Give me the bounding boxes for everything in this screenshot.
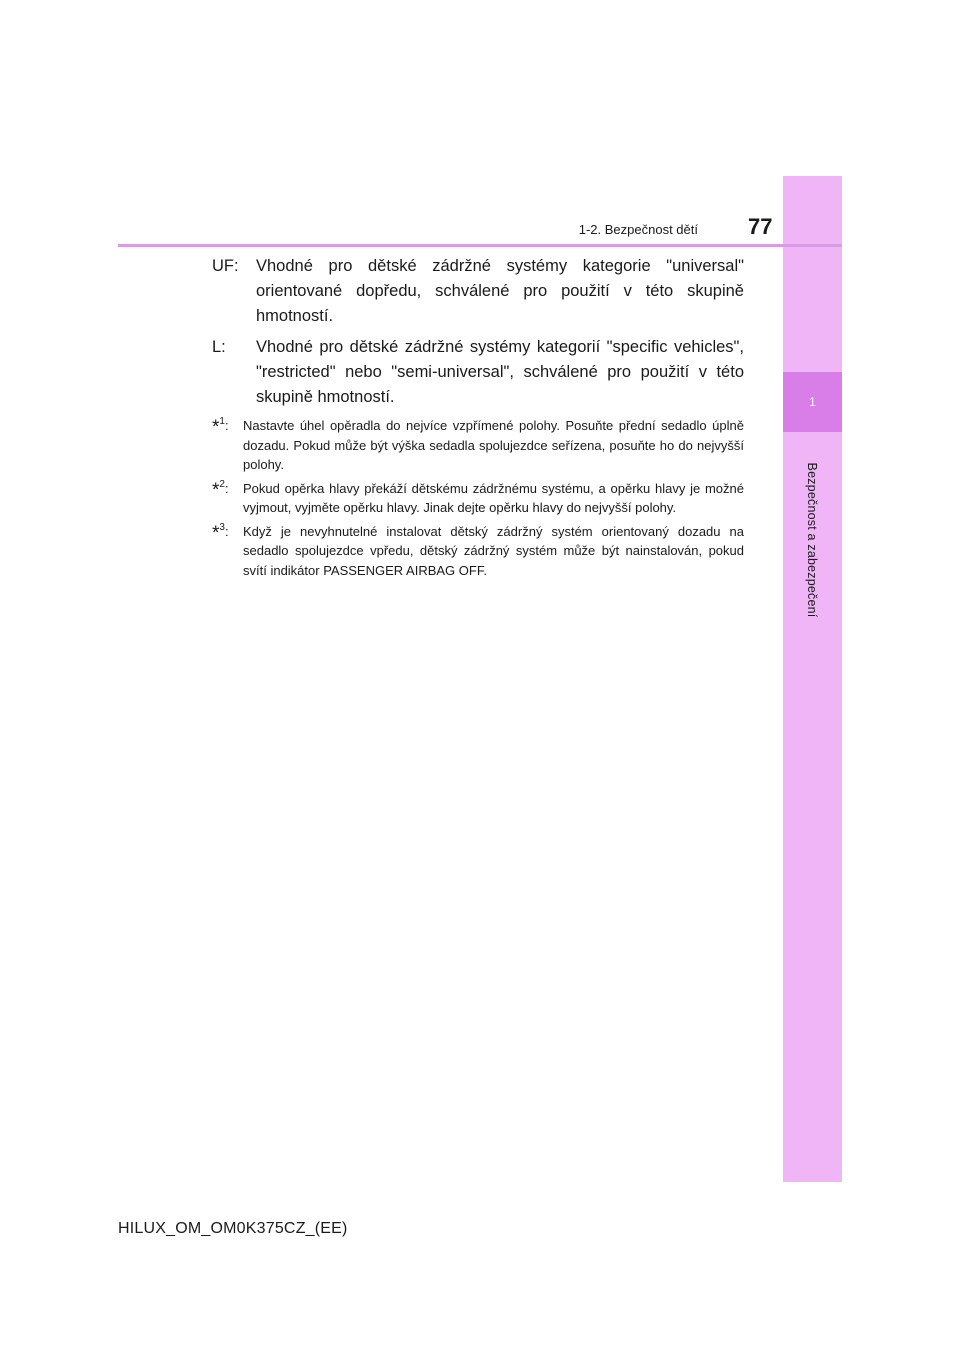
- footnote-1: [212, 416, 744, 475]
- footnote-text: Nastavte úhel opěradla do nejvíce vzpřímené polohy. Posuňte přední sedadlo úplně dozadu. Pokud může být výška sedadla spolujezdce seřízena, posuňte ho do nejvyšší polohy.: [243, 418, 744, 472]
- footnote-2: [212, 479, 744, 518]
- section-title: 1-2. Bezpečnost dětí: [578, 222, 698, 237]
- footnote-3: [212, 522, 744, 581]
- header-rule: [118, 244, 842, 247]
- chapter-title: Bezpečnost a zabezpečení: [805, 462, 819, 618]
- definition-uf: [212, 254, 744, 329]
- document-code: HILUX_OM_OM0K375CZ_(EE): [118, 1220, 348, 1237]
- footnote-marker: *$^1$:: [212, 416, 229, 438]
- footnote-marker: *$^3$:: [212, 521, 229, 544]
- chapter-number: 1: [783, 372, 842, 432]
- definition-key: L:: [212, 338, 226, 356]
- definition-l: [212, 335, 744, 410]
- chapter-side-tab: [783, 176, 842, 1182]
- footnote-text: Pokud opěrka hlavy překáží dětskému zádržnému systému, a opěrku hlavy je možné vyjmout, vyjměte opěrku hlavy. Jinak dejte opěrku hlavy do nejvyšší polohy.: [243, 480, 744, 515]
- page-number: 77: [748, 214, 773, 239]
- definition-text: Vhodné pro dětské zádržné systémy kategorií "specific vehicles", "restricted" nebo "semi-universal", schválené pro použití v této skupině hmotností.: [256, 338, 744, 406]
- definition-key: UF:: [212, 257, 239, 275]
- definition-text: Vhodné pro dětské zádržné systémy kategorie "universal" orientované dopředu, schválené pro použití v této skupině hmotností.: [256, 257, 744, 325]
- footnote-marker: *$^2$:: [212, 478, 229, 501]
- page-content: [212, 254, 744, 584]
- footnote-text: Když je nevyhnutelné instalovat dětský zádržný systém orientovaný dozadu na sedadlo spolujezdce vpředu, dětský zádržný systém může být nainstalován, pokud svítí indikátor PASSENGER AIRBAG OFF.: [243, 523, 744, 578]
